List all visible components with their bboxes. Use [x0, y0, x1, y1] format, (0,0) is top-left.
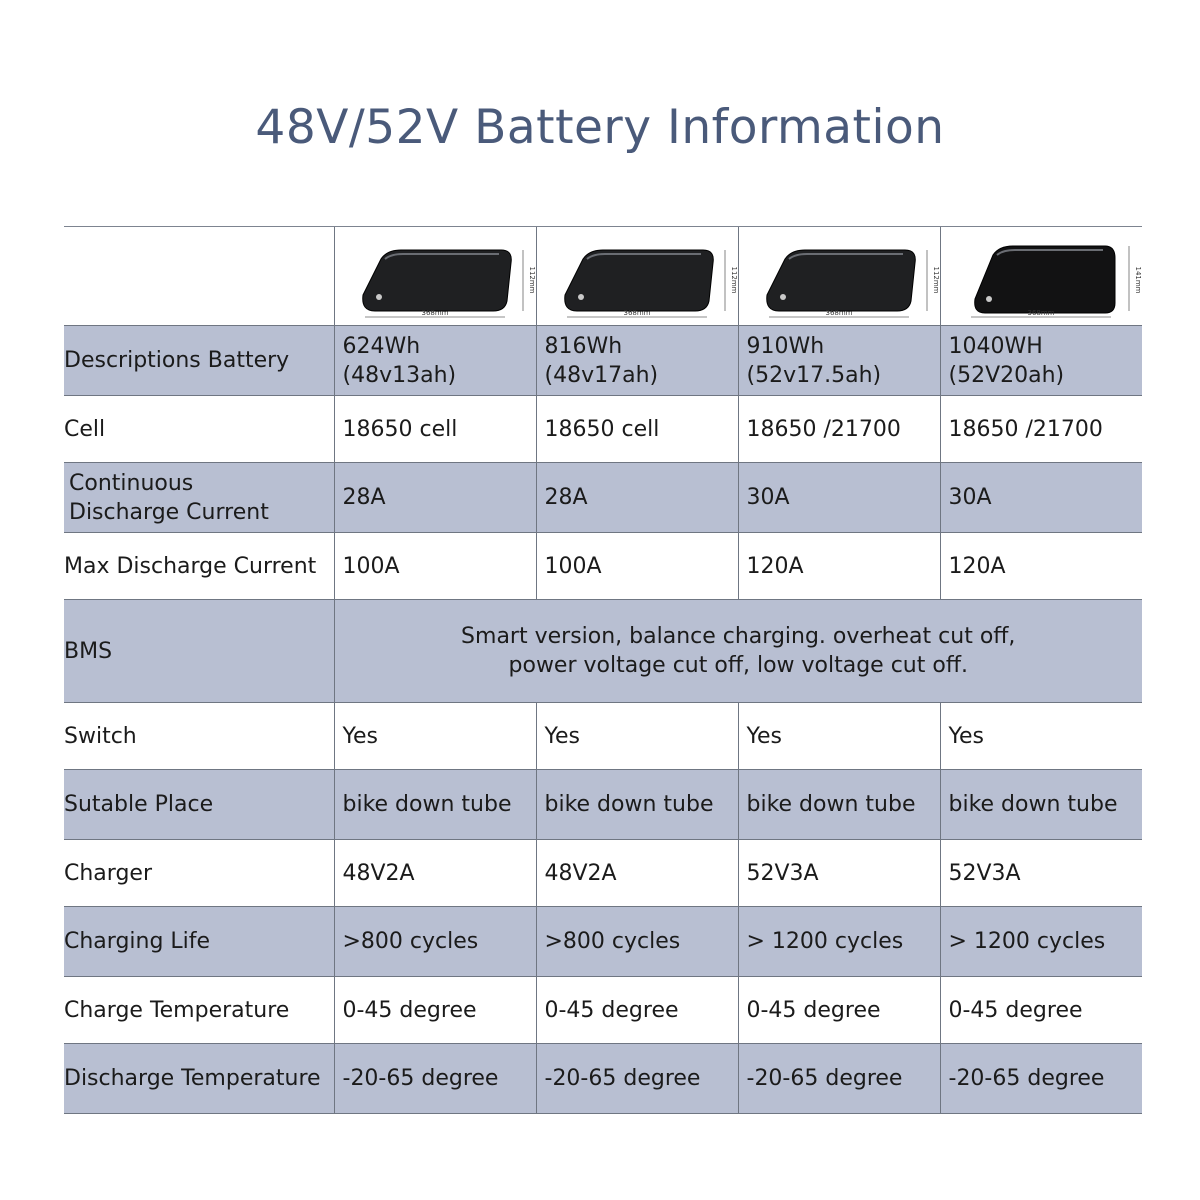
product-image-cell — [334, 227, 536, 326]
row-label: Max Discharge Current — [64, 533, 334, 600]
table-row-charger — [64, 840, 1142, 907]
value-cell: 48V2A — [536, 840, 738, 907]
value-cell: 120A — [940, 533, 1142, 600]
value-cell: bike down tube — [536, 770, 738, 840]
height-label: 141mm — [1133, 266, 1142, 294]
product-image-cell — [738, 227, 940, 326]
page-title: 48V/52V Battery Information — [255, 100, 945, 155]
value-cell: 100A — [334, 533, 536, 600]
row-label: Descriptions Battery — [64, 326, 334, 396]
table-row-switch — [64, 703, 1142, 770]
description-cell — [334, 326, 536, 396]
battery-shell — [766, 250, 915, 311]
table-row-discharge-temperature — [64, 1044, 1142, 1114]
row-label: Switch — [64, 703, 334, 770]
value-cell: bike down tube — [334, 770, 536, 840]
battery-pack-icon — [349, 233, 541, 321]
table-row-cell — [64, 396, 1142, 463]
description-cell — [738, 326, 940, 396]
product-image-cell — [536, 227, 738, 326]
battery-pack-image-1 — [343, 227, 536, 325]
row-label: Discharge Temperature — [64, 1044, 334, 1114]
bms-description-cell — [334, 600, 1142, 703]
value-cell: 18650 /21700 — [940, 396, 1142, 463]
product-image-row — [64, 227, 1142, 326]
battery-pack-image-3 — [747, 227, 940, 325]
value-cell: > 1200 cycles — [738, 907, 940, 977]
table-row-suitable-place — [64, 770, 1142, 840]
battery-pack-image-2 — [545, 227, 738, 325]
value-cell: 0-45 degree — [334, 977, 536, 1044]
battery-shell — [362, 250, 511, 311]
capacity-value: 910Wh — [746, 333, 825, 359]
value-cell: 52V3A — [738, 840, 940, 907]
lock-icon — [578, 294, 584, 300]
row-label: Charger — [64, 840, 334, 907]
battery-pack-icon — [753, 233, 945, 321]
value-cell: 120A — [738, 533, 940, 600]
capacity-value: 624Wh — [342, 333, 421, 359]
bms-line: Smart version, balance charging. overheat cut off, — [461, 624, 1016, 649]
value-cell: 0-45 degree — [536, 977, 738, 1044]
value-cell: 28A — [536, 463, 738, 533]
value-cell: 30A — [940, 463, 1142, 533]
table-row-max-discharge — [64, 533, 1142, 600]
battery-pack-icon — [955, 233, 1147, 321]
value-cell: > 1200 cycles — [940, 907, 1142, 977]
value-cell: 0-45 degree — [940, 977, 1142, 1044]
value-cell: 48V2A — [334, 840, 536, 907]
row-label-line: Discharge Current — [69, 499, 269, 525]
config-value: (52v17.5ah) — [746, 362, 882, 388]
product-image-cell — [940, 227, 1142, 326]
value-cell: 100A — [536, 533, 738, 600]
value-cell: 52V3A — [940, 840, 1142, 907]
row-label: Sutable Place — [64, 770, 334, 840]
value-cell: 30A — [738, 463, 940, 533]
description-cell — [536, 326, 738, 396]
table-row-charge-temperature — [64, 977, 1142, 1044]
value-cell: -20-65 degree — [334, 1044, 536, 1114]
value-cell: -20-65 degree — [940, 1044, 1142, 1114]
bms-line: power voltage cut off, low voltage cut off. — [508, 653, 968, 678]
table-row-charging-life — [64, 907, 1142, 977]
lock-icon — [376, 294, 382, 300]
length-label: 368mm — [825, 309, 852, 317]
row-label-line: Continuous — [69, 470, 194, 496]
value-cell: 18650 /21700 — [738, 396, 940, 463]
config-value: (52V20ah) — [948, 362, 1065, 388]
value-cell: -20-65 degree — [536, 1044, 738, 1114]
value-cell: 28A — [334, 463, 536, 533]
value-cell: -20-65 degree — [738, 1044, 940, 1114]
value-cell: Yes — [334, 703, 536, 770]
value-cell: 0-45 degree — [738, 977, 940, 1044]
table-row-description — [64, 326, 1142, 396]
capacity-value: 816Wh — [544, 333, 623, 359]
value-cell: >800 cycles — [334, 907, 536, 977]
value-cell: Yes — [940, 703, 1142, 770]
battery-pack-image-4 — [949, 227, 1142, 325]
battery-pack-icon — [551, 233, 743, 321]
value-cell: Yes — [536, 703, 738, 770]
config-value: (48v17ah) — [544, 362, 659, 388]
battery-shell — [974, 246, 1114, 313]
value-cell: 18650 cell — [334, 396, 536, 463]
config-value: (48v13ah) — [342, 362, 457, 388]
row-label — [64, 463, 334, 533]
lock-icon — [986, 296, 992, 302]
value-cell: >800 cycles — [536, 907, 738, 977]
row-label: BMS — [64, 600, 334, 703]
length-label: 368mm — [421, 309, 448, 317]
length-label: 368mm — [623, 309, 650, 317]
table-row-bms — [64, 600, 1142, 703]
row-label: Charge Temperature — [64, 977, 334, 1044]
length-label: 368mm — [1027, 309, 1054, 317]
empty-corner-cell — [64, 227, 334, 326]
table-row-continuous-discharge — [64, 463, 1142, 533]
height-label: 112mm — [729, 266, 738, 294]
height-label: 112mm — [527, 266, 536, 294]
row-label: Cell — [64, 396, 334, 463]
value-cell: Yes — [738, 703, 940, 770]
value-cell: bike down tube — [940, 770, 1142, 840]
row-label: Charging Life — [64, 907, 334, 977]
battery-spec-table — [64, 227, 1142, 1114]
description-cell — [940, 326, 1142, 396]
value-cell: bike down tube — [738, 770, 940, 840]
value-cell: 18650 cell — [536, 396, 738, 463]
height-label: 112mm — [931, 266, 940, 294]
battery-shell — [564, 250, 713, 311]
lock-icon — [780, 294, 786, 300]
capacity-value: 1040WH — [948, 333, 1043, 359]
